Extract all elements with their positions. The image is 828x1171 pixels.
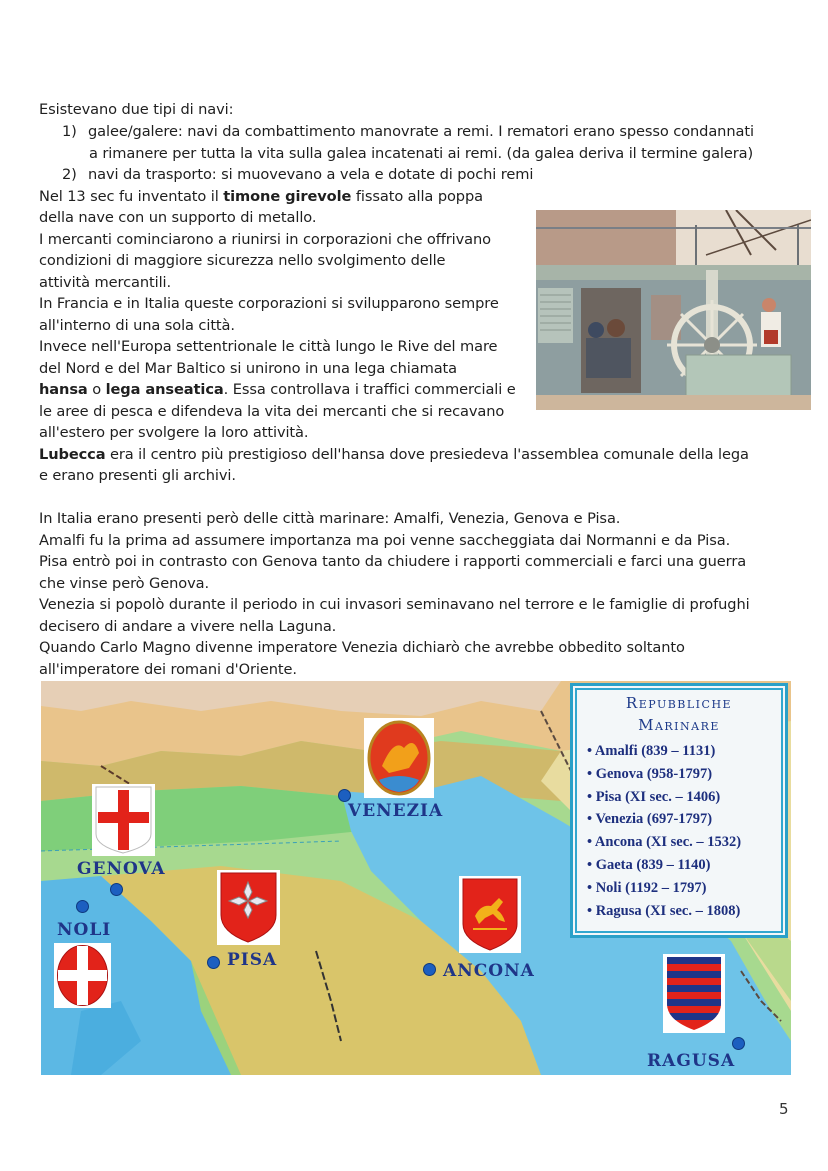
legend-list — [587, 740, 785, 922]
paragraph-line: all'imperatore dei romani d'Oriente. — [39, 661, 297, 678]
list-number: 1) — [62, 123, 77, 140]
bold-term: hansa — [39, 381, 88, 398]
ship-wheel-illustration — [536, 210, 811, 410]
venezia-crest-icon — [364, 718, 434, 798]
legend-item: • Gaeta (839 – 1140) — [587, 854, 785, 877]
pisa-crest-icon — [217, 870, 280, 945]
city-label-venezia: VENEZIA — [348, 801, 444, 821]
paragraph-line: In Italia erano presenti però delle città marinare: Amalfi, Venezia, Genova e Pisa. — [39, 510, 621, 527]
city-marker-pisa — [207, 956, 220, 969]
timone-paragraph — [39, 186, 483, 208]
city-marker-genova — [110, 883, 123, 896]
paragraph-line: le aree di pesca e difendeva la vita dei mercanti che si recavano — [39, 403, 505, 420]
paragraph-line: e erano presenti gli archivi. — [39, 467, 236, 484]
legend-item: • Genova (958-1797) — [587, 763, 785, 786]
ancona-crest-icon — [459, 876, 521, 953]
list-item-galee-cont: a rimanere per tutta la vita sulla galea incatenati ai remi. (da galea deriva il termine galera) — [89, 145, 754, 162]
ship-deck-image — [536, 210, 811, 410]
genova-crest-icon — [92, 784, 155, 856]
paragraph-line: Pisa entrò poi in contrasto con Genova tanto da chiudere i rapporti commerciali e farci una guerra — [39, 553, 747, 570]
city-label-ragusa: RAGUSA — [647, 1051, 736, 1071]
legend-title — [573, 692, 785, 736]
legend-item: • Ancona (XI sec. – 1532) — [587, 831, 785, 854]
timone-line2: della nave con un supporto di metallo. — [39, 209, 317, 226]
repubbliche-marinare-map — [41, 681, 791, 1075]
text: Nel 13 sec fu inventato il — [39, 188, 224, 205]
city-label-pisa: PISA — [227, 950, 278, 970]
lubecca-paragraph — [39, 444, 749, 466]
paragraph-line: In Francia e in Italia queste corporazioni si svilupparono sempre — [39, 295, 499, 312]
paragraph-line: condizioni di maggiore sicurezza nello svolgimento delle — [39, 252, 446, 269]
city-marker-ragusa — [732, 1037, 745, 1050]
list-text: galee/galere: navi da combattimento manovrate a remi. I rematori erano spesso condannati — [88, 123, 754, 140]
paragraph-line: Amalfi fu la prima ad assumere importanza ma poi venne saccheggiata dai Normanni e da Pisa. — [39, 532, 731, 549]
paragraph-line: all'estero per svolgere la loro attività. — [39, 424, 309, 441]
legend-item: • Amalfi (839 – 1131) — [587, 740, 785, 763]
paragraph-line: del Nord e del Mar Baltico si unirono in una lega chiamata — [39, 360, 458, 377]
legend-item: • Pisa (XI sec. – 1406) — [587, 786, 785, 809]
bold-term: lega anseatica — [105, 381, 224, 398]
bold-term: timone girevole — [223, 188, 352, 205]
city-label-noli: NOLI — [57, 920, 112, 940]
text: . Essa controllava i traffici commerciali e — [223, 381, 516, 398]
paragraph-line: che vinse però Genova. — [39, 575, 210, 592]
bold-term: Lubecca — [39, 446, 106, 463]
text: o — [87, 381, 106, 398]
legend-item: • Venezia (697-1797) — [587, 808, 785, 831]
legend-title-line1: Repubbliche — [625, 694, 733, 712]
city-marker-noli — [76, 900, 89, 913]
noli-crest-icon — [54, 943, 111, 1008]
text: fissato alla poppa — [351, 188, 483, 205]
legend-item: • Ragusa (XI sec. – 1808) — [587, 900, 785, 923]
ships-intro-heading: Esistevano due tipi di navi: — [39, 101, 234, 118]
list-text: navi da trasporto: si muovevano a vela e dotate di pochi remi — [88, 166, 534, 183]
city-marker-ancona — [423, 963, 436, 976]
paragraph-line: attività mercantili. — [39, 274, 172, 291]
paragraph-line: Venezia si popolò durante il periodo in cui invasori seminavano nel terrore e le famiglie di profughi — [39, 596, 750, 613]
ragusa-crest-icon — [663, 954, 725, 1033]
list-item-trasporto — [62, 164, 533, 186]
hansa-paragraph — [39, 379, 516, 401]
legend-item: • Noli (1192 – 1797) — [587, 877, 785, 900]
paragraph-line: Invece nell'Europa settentrionale le città lungo le Rive del mare — [39, 338, 498, 355]
map-legend — [570, 683, 788, 938]
legend-title-line2: Marinare — [638, 716, 720, 734]
paragraph-line: all'interno di una sola città. — [39, 317, 235, 334]
city-label-genova: GENOVA — [77, 859, 166, 879]
paragraph-line: Quando Carlo Magno divenne imperatore Venezia dichiarò che avrebbe obbedito soltanto — [39, 639, 685, 656]
paragraph-line: decisero di andare a vivere nella Laguna. — [39, 618, 337, 635]
city-label-ancona: ANCONA — [443, 961, 535, 981]
paragraph-line: I mercanti cominciarono a riunirsi in corporazioni che offrivano — [39, 231, 491, 248]
text: era il centro più prestigioso dell'hansa dove presiedeva l'assemblea comunale della lega — [105, 446, 749, 463]
list-item-galee — [62, 121, 754, 143]
list-number: 2) — [62, 166, 77, 183]
page-number: 5 — [779, 1100, 789, 1118]
